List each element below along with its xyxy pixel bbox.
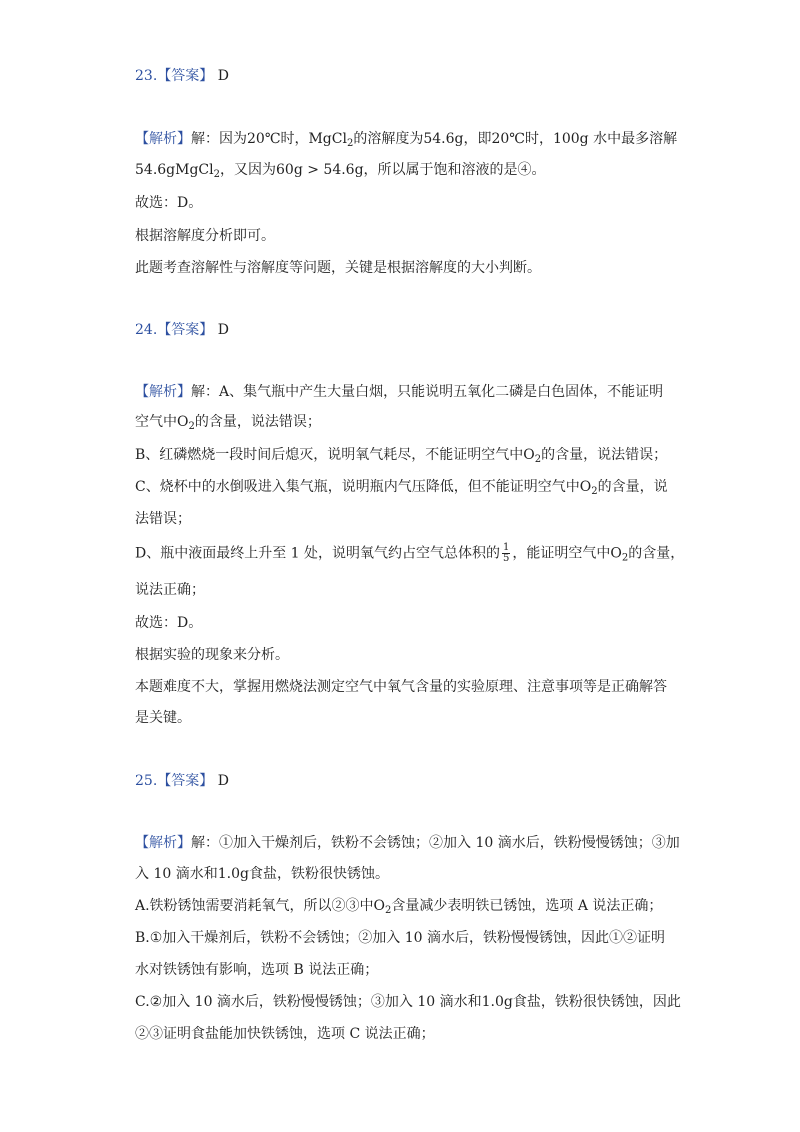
- q23-line-3: 故选：D。: [135, 195, 203, 211]
- q24-line-9: 根据实验的现象来分析。: [135, 647, 289, 663]
- q24-answer: D: [217, 322, 229, 338]
- q25-line-4: B.①加入干燥剂后，铁粉不会锈蚀；②加入 10 滴水后，铁粉慢慢锈蚀，因此①②证明: [135, 930, 666, 946]
- q24-line-10: 本题难度不大，掌握用燃烧法测定空气中氧气含量的实验原理、注意事项等是正确解答: [135, 679, 667, 695]
- q23-heading: [135, 66, 229, 86]
- q25-analysis-label: 【解析】: [135, 835, 191, 851]
- q25-line-7: ②③证明食盐能加快铁锈蚀，选项 C 说法正确；: [135, 1026, 435, 1042]
- q23-answer-label: 【答案】: [157, 68, 214, 84]
- q24-line-7: 说法正确；: [135, 582, 205, 598]
- q25-answer: D: [217, 773, 229, 789]
- fraction-one-fifth: $\frac{1}{5}$: [503, 542, 510, 564]
- q24-heading: [135, 320, 229, 340]
- q24-analysis-label: 【解析】: [135, 384, 191, 400]
- q24-line-2: 空气中$O_2$的含量，说法错误；: [135, 414, 321, 432]
- q23-answer: D: [217, 68, 229, 84]
- q24-number: 24.: [135, 322, 158, 338]
- q24-line-1: 【解析】解：A、集气瓶中产生大量白烟，只能说明五氧化二磷是白色固体，不能证明: [135, 384, 664, 400]
- q23-line-2: 54.6gMgCl$_2$，又因为60g > 54.6g，所以属于饱和溶液的是④。: [135, 162, 546, 180]
- q24-line-4: C、烧杯中的水倒吸进入集气瓶，说明瓶内气压降低，但不能证明空气中$O_2$的含量，说: [135, 479, 668, 497]
- q25-line-3: A.铁粉锈蚀需要消耗氧气，所以②③中$O_2$含量减少表明铁已锈蚀，选项 A 说法正确；: [135, 898, 663, 916]
- q24-line-5: 法错误；: [135, 511, 191, 527]
- q24-line-6: D、瓶中液面最终上升至 1 处，说明氧气约占空气总体积的 $\frac{1}{5}$ ，能证明空气中$O_2$的含量，: [135, 542, 685, 564]
- q23-number: 23.: [135, 68, 158, 84]
- q25-line-6: C.②加入 10 滴水后，铁粉慢慢锈蚀；③加入 10 滴水和1.0g食盐，铁粉很快锈蚀，因此: [135, 994, 681, 1010]
- q25-line-2: 入 10 滴水和1.0g食盐，铁粉很快锈蚀。: [135, 866, 389, 882]
- q23-line-1: 【解析】解：因为20℃时，MgCl$_2$的溶解度为54.6g，即20℃时，100g 水中最多溶解: [135, 131, 678, 149]
- q24-line-3: B、红磷燃烧一段时间后熄灭，说明氧气耗尽，不能证明空气中$O_2$的含量，说法错误；: [135, 447, 668, 465]
- q25-number: 25.: [135, 773, 158, 789]
- q25-line-5: 水对铁锈蚀有影响，选项 B 说法正确；: [135, 962, 379, 978]
- q24-answer-label: 【答案】: [157, 322, 214, 338]
- q25-answer-label: 【答案】: [157, 773, 214, 789]
- q23-line-5: 此题考查溶解性与溶解度等问题，关键是根据溶解度的大小判断。: [135, 260, 541, 276]
- q23-analysis-label: 【解析】: [135, 131, 191, 147]
- q24-line-11: 是关键。: [135, 710, 191, 726]
- q25-heading: [135, 771, 229, 791]
- q24-line-8: 故选：D。: [135, 615, 203, 631]
- q25-line-1: 【解析】解：①加入干燥剂后，铁粉不会锈蚀；②加入 10 滴水后，铁粉慢慢锈蚀；③加: [135, 835, 680, 851]
- q23-line-4: 根据溶解度分析即可。: [135, 228, 275, 244]
